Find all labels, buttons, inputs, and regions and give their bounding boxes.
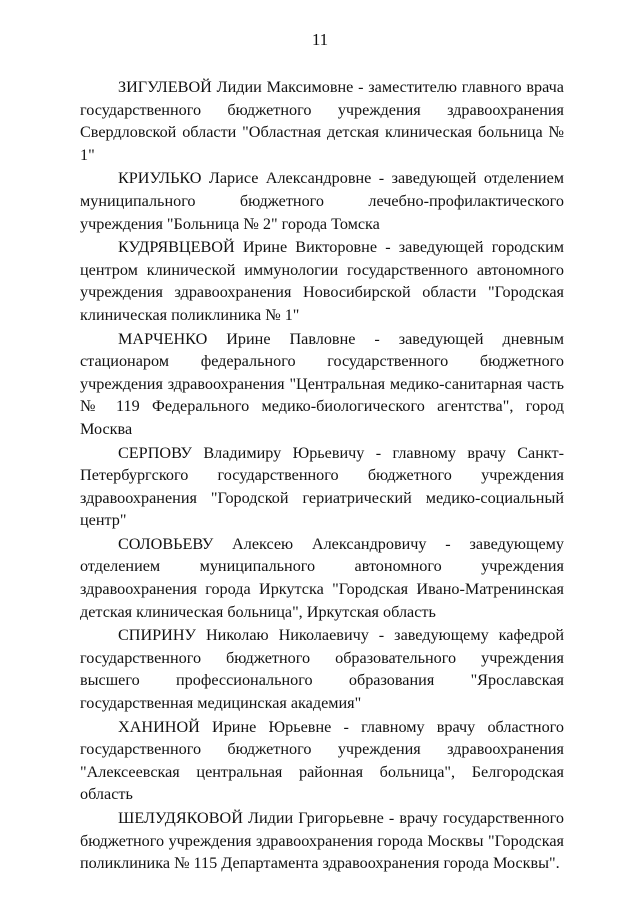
list-item-spirinu: СПИРИНУ Николаю Николаевичу - заведующему кафедрой государственного бюджетного образовательного учреждения высшего профессионального образования "Ярославская государственная медицинская академия" bbox=[80, 626, 564, 713]
page-number: 11 bbox=[311, 30, 329, 49]
list-item-kriulko: КРИУЛЬКО Ларисе Александровне - заведующей отделением муниципального бюджетного лечебно-профилактического учреждения "Больница № 2" города Томска bbox=[80, 169, 564, 233]
list-item-kudryavtsevoy: КУДРЯВЦЕВОЙ Ирине Викторовне - заведующей городским центром клинической иммунологии государственного автономного учреждения здравоохранения Новосибирской области "Городская клиническая поликлиника № 1" bbox=[80, 238, 564, 324]
list-item-zigulevoy: ЗИГУЛЕВОЙ Лидии Максимовне - заместителю главного врача государственного бюджетного учреждения здравоохранения Свердловской области "Областная детская клиническая больница № 1" bbox=[80, 78, 564, 164]
award-list bbox=[80, 76, 564, 876]
list-item-solovyevu: СОЛОВЬЕВУ Алексею Александровичу - заведующему отделением муниципального автономного учреждения здравоохранения города Иркутска "Городская Ивано-Матренинская детская клиническая больница", Иркутская область bbox=[80, 534, 564, 621]
list-item-marchenko: МАРЧЕНКО Ирине Павловне - заведующей дневным стационаром федерального государственного бюджетного учреждения здравоохранения "Центральная медико-санитарная часть № 119 Федерального медико-биологического агентства", город Москва bbox=[80, 329, 564, 438]
list-item-haninoy: ХАНИНОЙ Ирине Юрьевне - главному врачу областного государственного бюджетного учреждения здравоохранения "Алексеевская центральная районная больница", Белгородская область bbox=[80, 717, 564, 804]
list-item-serpovu: СЕРПОВУ Владимиру Юрьевичу - главному врачу Санкт-Петербургского государственного бюджетного учреждения здравоохранения "Городской гериатрический медико-социальный центр" bbox=[80, 443, 564, 530]
list-item-shelutyakovoy: ШЕЛУДЯКОВОЙ Лидии Григорьевне - врачу государственного бюджетного учреждения здравоохранения города Москвы "Городская поликлиника № 115 Департамента здравоохранения города Москвы". bbox=[80, 809, 564, 873]
